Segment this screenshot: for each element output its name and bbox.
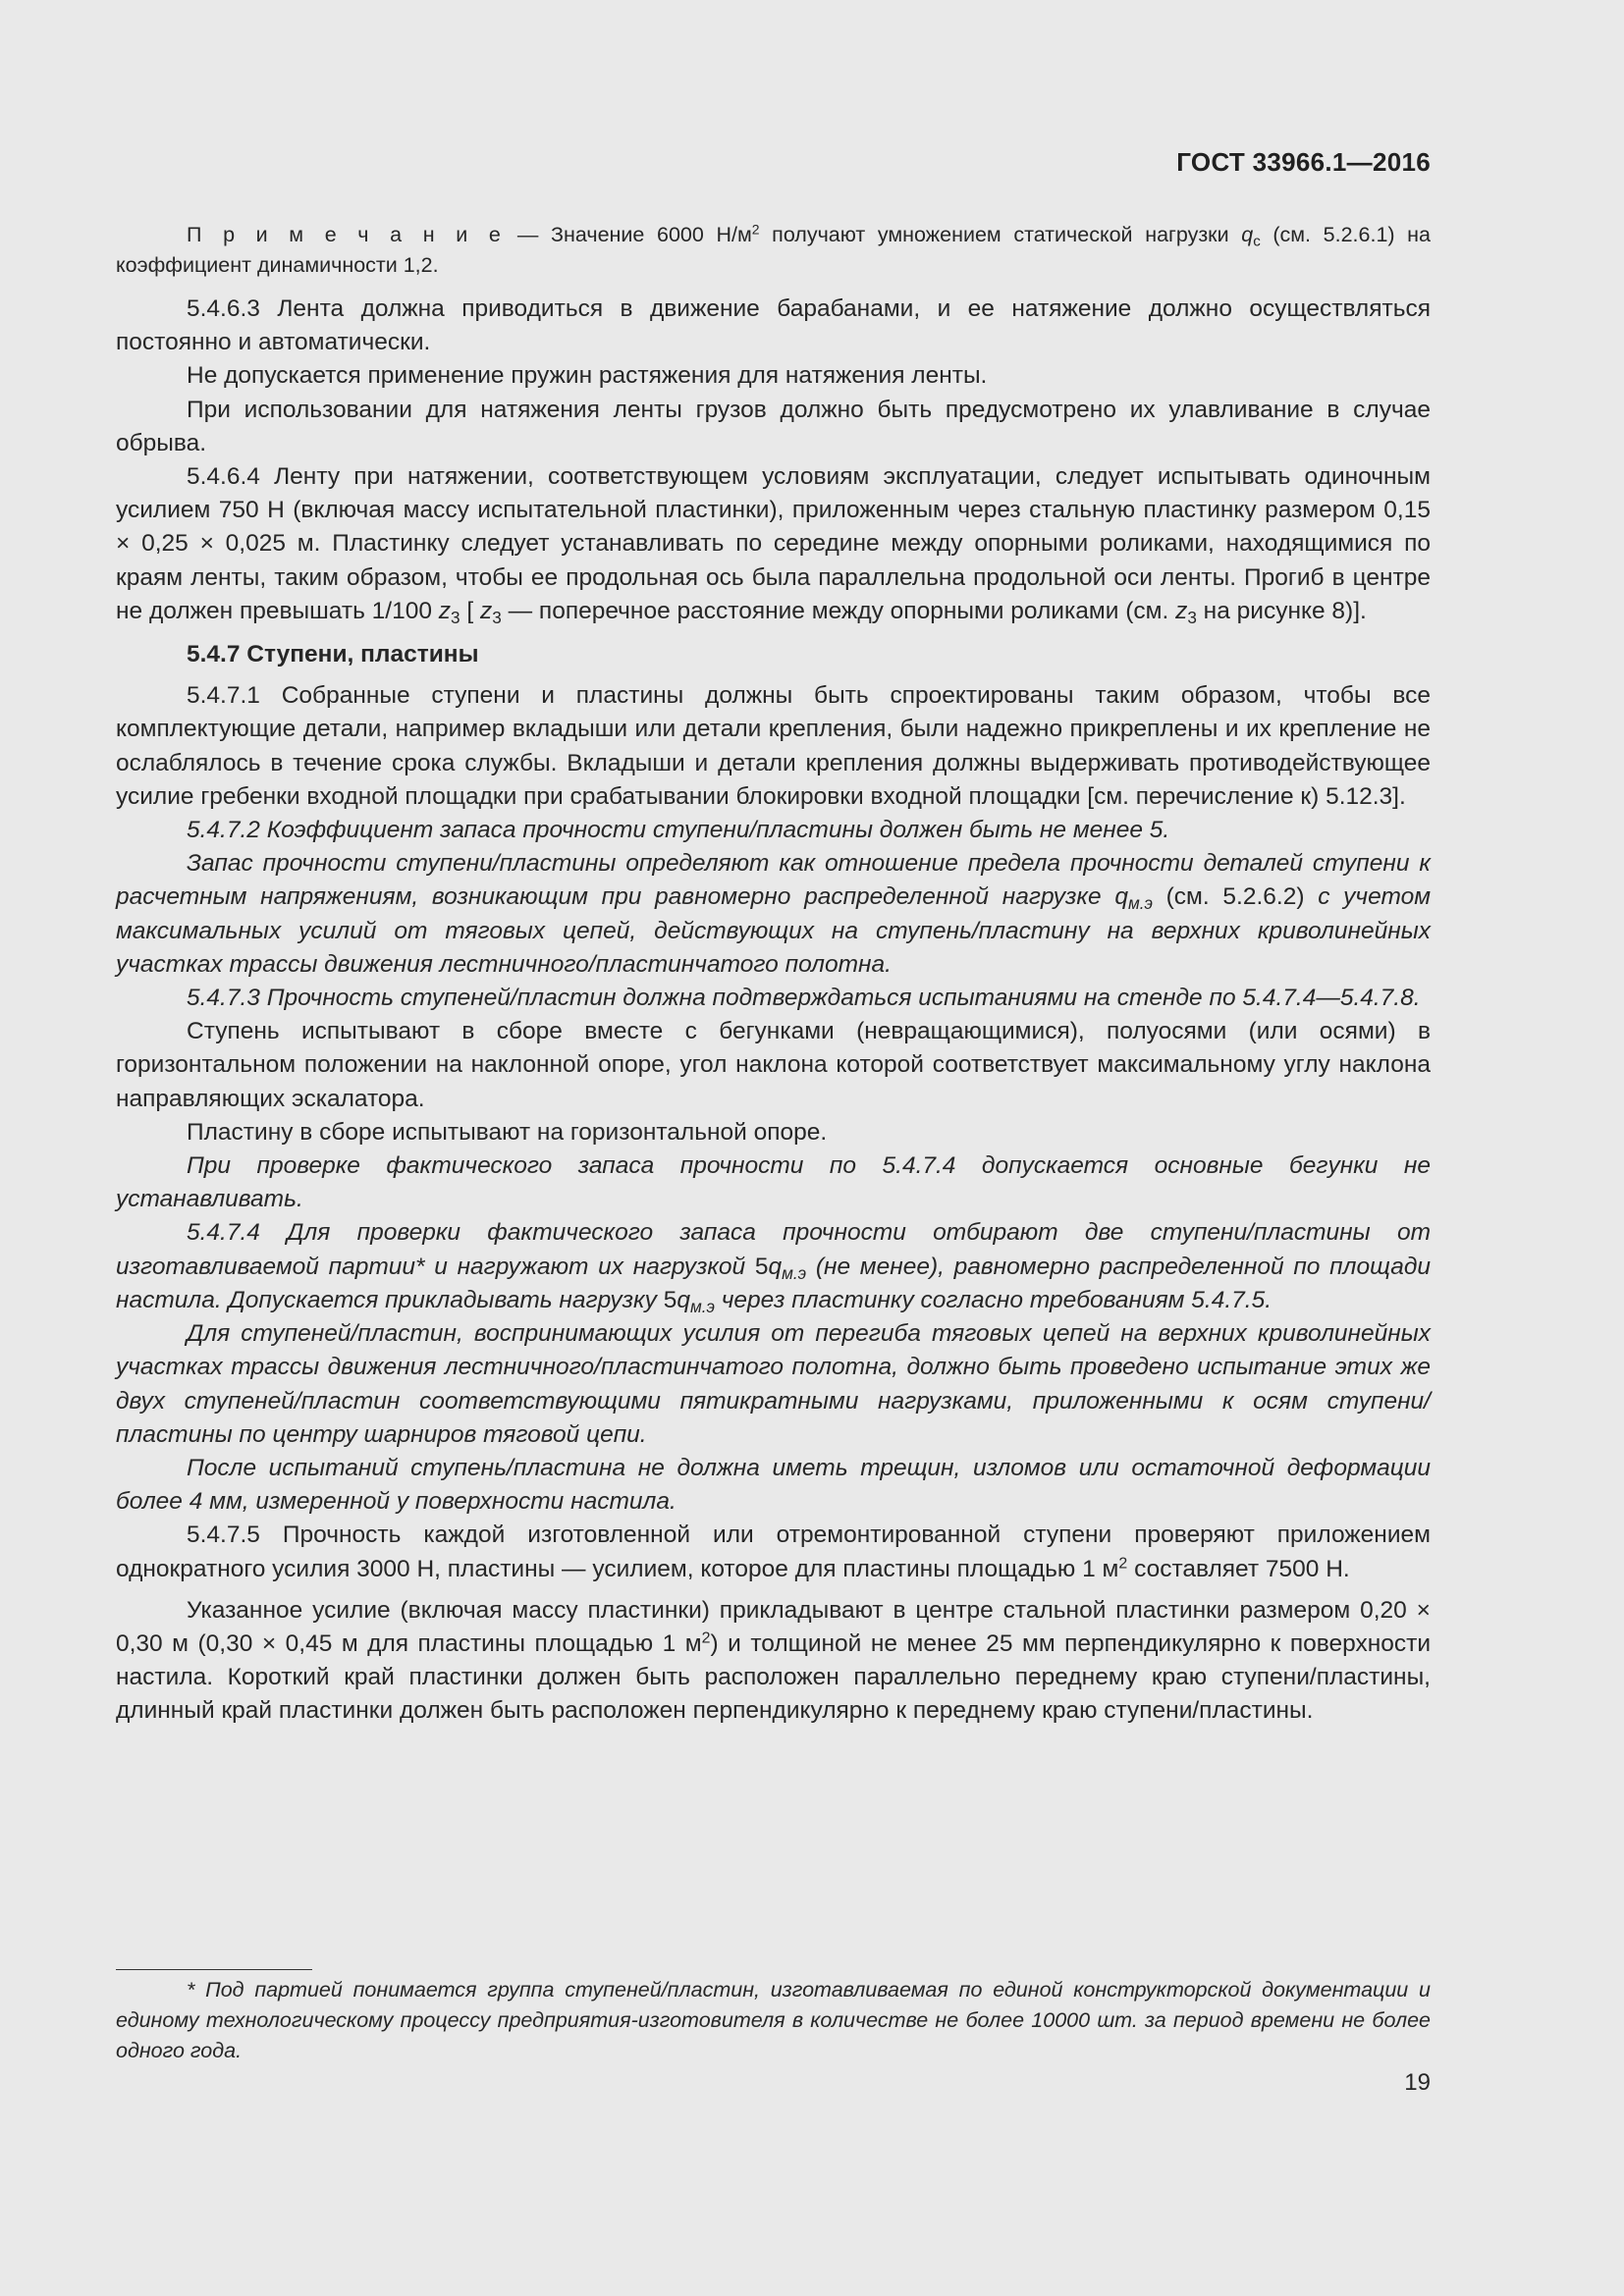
paragraph-step-test: Ступень испытывают в сборе вместе с бегунками (невращающимися), полуосями (или осями) в горизонтальном положении на наклонной опоре, угол наклона которой соответствует максимальному углу наклона направляющих эскалатора. — [116, 1018, 1431, 1112]
document-page — [116, 0, 1431, 2296]
paragraph-safety-factor: Запас прочности ступени/пластины определяют как отношение предела прочности деталей ступени к расчетным напряжениям, возникающим при равномерно распределенной нагрузке $q_{м.э}$ (см. 5.2.6.2) с учетом максимальных усилий от тяговых цепей, действующих на ступень/пластину на верхних криволинейных участках трассы движения лестничного/пластинчатого полотна. — [116, 850, 1431, 978]
paragraph-5-4-7-2: 5.4.7.2 Коэффициент запаса прочности ступени/пластины должен быть не менее 5. — [187, 817, 1170, 844]
paragraph-after-test: После испытаний ступень/пластина не должна иметь трещин, изломов или остаточной деформации более 4 мм, измеренной у поверхности настила. — [116, 1454, 1431, 1516]
paragraph-weights: При использовании для натяжения ленты грузов должно быть предусмотрено их улавливание в случае обрыва. — [116, 396, 1431, 456]
footnote: * Под партией понимается группа ступеней/пластин, изготавливаемая по единой конструкторской документации и единому технологическому процессу предприятия-изготовителя в количестве не более 10000 шт. за период времени не более одного года. — [116, 1978, 1431, 2062]
section-heading-5-4-7: 5.4.7 Ступени, пластины — [187, 641, 479, 668]
page-body — [116, 220, 1431, 1729]
paragraph-load-application: Указанное усилие (включая массу пластинки) прикладывают в центре стальной пластинки размером 0,20 × 0,30 м (0,30 × 0,45 м для пластины площадью 1 $м^2$) и толщиной не менее 25 мм перпендикулярно к поверхности настила. Короткий край пластинки должен быть расположен параллельно переднему краю ступени/пластины, длинный край пластинки должен быть расположен перпендикулярно к переднему краю ступени/пластины. — [116, 1596, 1432, 1725]
note-label: П р и м е ч а н и е — [187, 223, 506, 246]
paragraph-5-4-7-4: 5.4.7.4 Для проверки фактического запаса прочности отбирают две ступени/пластины от изготавливаемой партии* и нагружают их нагрузкой $5q_{м.э}$ (не менее), равномерно распределенной по площади настила. Допускается прикладывать нагрузку $5q_{м.э}$ через пластинку согласно требованиям 5.4.7.5. — [116, 1219, 1431, 1317]
footnote-divider — [116, 1969, 312, 1970]
paragraph-springs: Не допускается применение пружин растяжения для натяжения ленты. — [187, 362, 988, 390]
paragraph-plate-test: Пластину в сборе испытывают на горизонтальной опоре. — [187, 1118, 828, 1146]
paragraph-5-4-6-4: 5.4.6.4 Ленту при натяжении, соответствующем условиям эксплуатации, следует испытывать одиночным усилием 750 Н (включая массу испытательной пластинки), приложенным через стальную пластинку размером 0,15 × 0,25 × 0,025 м. Пластинку следует устанавливать по середине между опорными роликами, находящимися по краям ленты, таким образом, чтобы ее продольная ось была параллельна продольной оси ленты. Прогиб в центре не должен превышать 1/100 $z_3$ [ $z_3$ — поперечное расстояние между опорными роликами (см. $z_3$ на рисунке 8)]. — [116, 463, 1431, 627]
note-paragraph: П р и м е ч а н и е — Значение 6000 $Н/м^2$ получают умножением статической нагрузки $q_с$ (см. 5.2.6.1) на коэффициент динамичности 1,2. — [116, 221, 1432, 277]
paragraph-5-4-7-3: 5.4.7.3 Прочность ступеней/пластин должна подтверждаться испытаниями на стенде по 5.4.7.4—5.4.7.8. — [187, 985, 1421, 1012]
paragraph-5-4-6-3: 5.4.6.3 Лента должна приводиться в движение барабанами, и ее натяжение должно осуществляться постоянно и автоматически. — [116, 295, 1431, 356]
paragraph-chain-loads: Для ступеней/пластин, воспринимающих усилия от перегиба тяговых цепей на верхних криволинейных участках трассы движения лестничного/пластинчатого полотна, должно быть проведено испытание этих же двух ступеней/пластин соответствующими пятикратными нагрузками, приложенными к осям ступени/пластины по центру шарниров тяговой цепи. — [116, 1320, 1431, 1448]
document-id: ГОСТ 33966.1—2016 — [1176, 147, 1431, 177]
paragraph-5-4-7-1: 5.4.7.1 Собранные ступени и пластины должны быть спроектированы таким образом, чтобы все комплектующие детали, например вкладыши или детали крепления, были надежно прикреплены и их крепление не ослаблялось в течение срока службы. Вкладыши и детали крепления должны выдерживать противодействующее усилие гребенки входной площадки при срабатывании блокировки входной площадки [см. перечисление к) 5.12.3]. — [116, 682, 1431, 810]
page-number: 19 — [1404, 2069, 1431, 2096]
paragraph-runners: При проверке фактического запаса прочности по 5.4.7.4 допускается основные бегунки не устанавливать. — [116, 1152, 1431, 1213]
paragraph-5-4-7-5: 5.4.7.5 Прочность каждой изготовленной или отремонтированной ступени проверяют приложением однократного усилия 3000 Н, пластины — усилием, которое для пластины площадью 1 $м^2$ составляет 7500 Н. — [116, 1522, 1431, 1582]
